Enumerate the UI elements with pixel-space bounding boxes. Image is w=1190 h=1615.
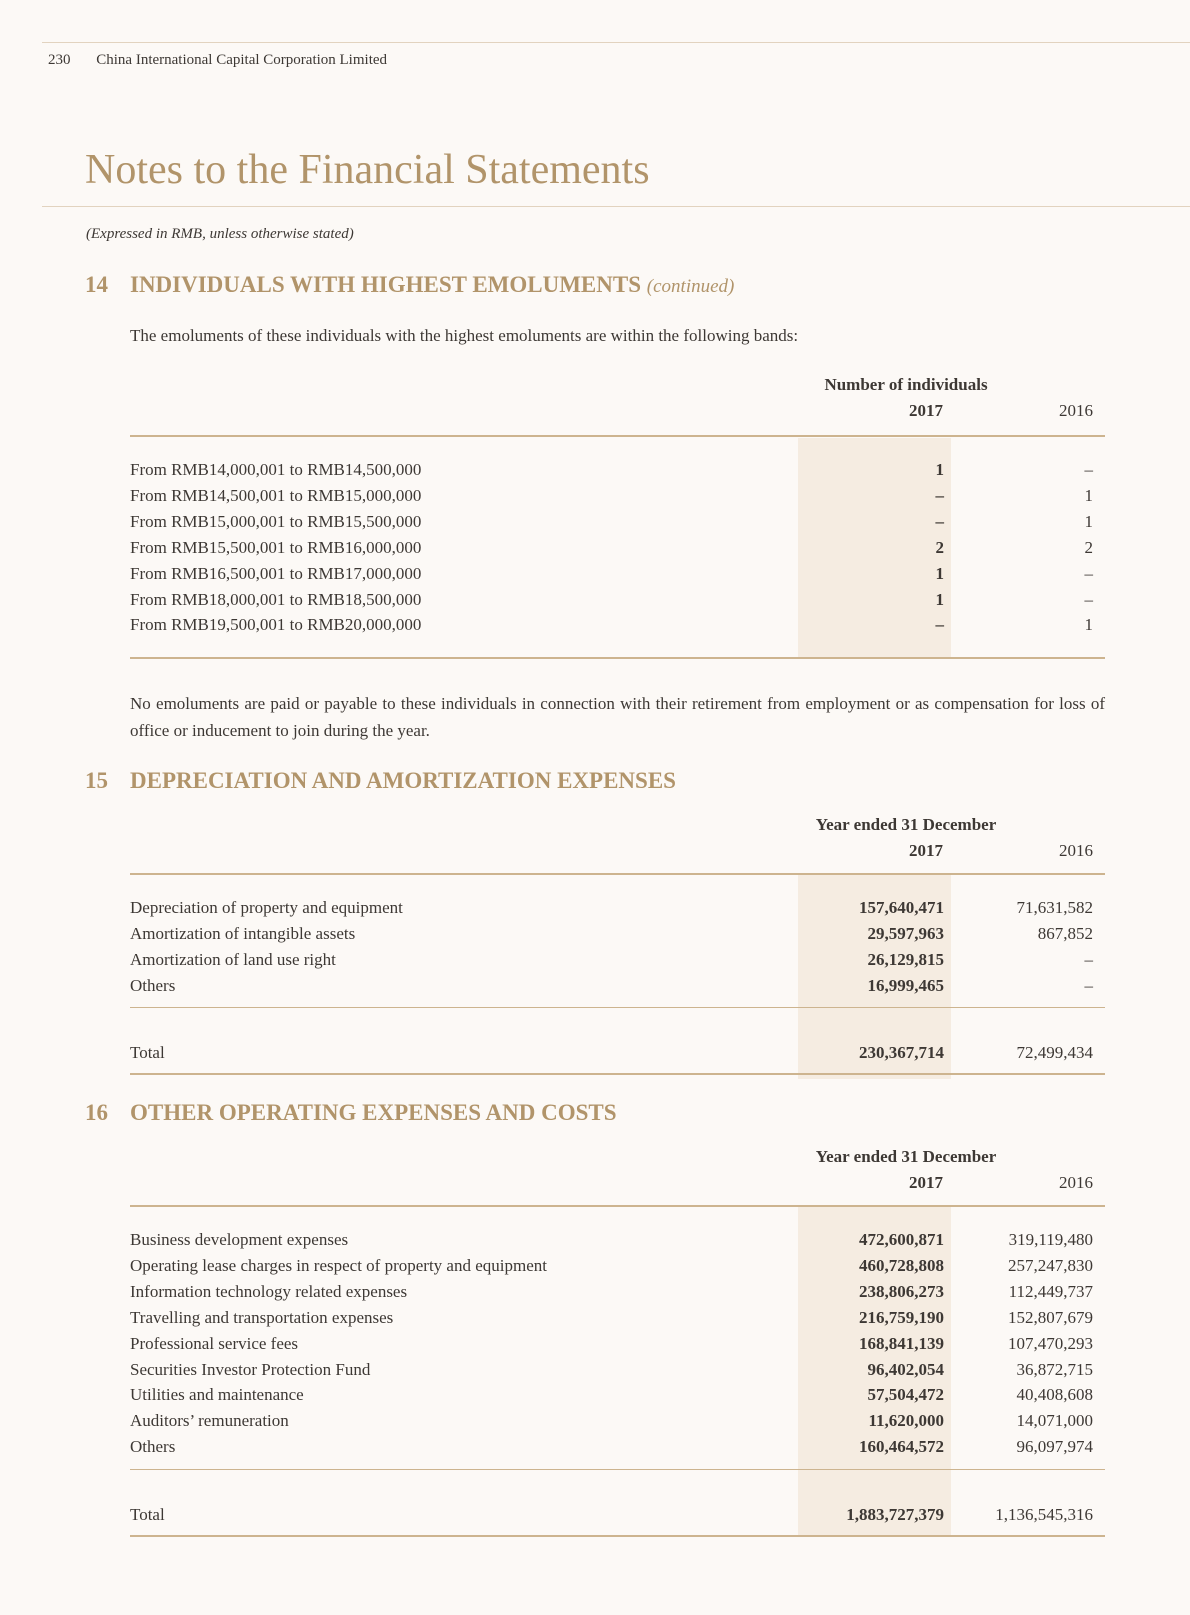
value-2017: 57,504,472: [867, 1385, 944, 1405]
row-label: Utilities and maintenance: [130, 1385, 304, 1405]
value-2017: 1,883,727,379: [846, 1505, 944, 1524]
value-2017: 1: [935, 460, 944, 479]
row-label: Others: [130, 975, 176, 995]
column-group-header: Year ended 31 December: [815, 1147, 997, 1166]
value-2017: –: [935, 485, 944, 505]
row-label: Depreciation of property and equipment: [130, 898, 403, 917]
row-label: From RMB15,000,001 to RMB15,500,000: [130, 511, 422, 531]
header-rule: [130, 873, 1105, 875]
depreciation-table: [130, 815, 1105, 1080]
row-label: Information technology related expenses: [130, 1281, 408, 1301]
section-title: OTHER OPERATING EXPENSES AND COSTS: [130, 1100, 617, 1125]
value-2017: 16,999,465: [867, 975, 944, 995]
section-15-heading: [85, 768, 676, 794]
value-2017: 1: [935, 563, 944, 583]
value-2017: 11,620,000: [868, 1411, 944, 1431]
value-2016: 96,097,974: [1016, 1437, 1093, 1457]
row-label: Securities Investor Protection Fund: [130, 1359, 371, 1379]
value-2016: 1: [1084, 485, 1093, 505]
value-2016: 1,136,545,316: [995, 1505, 1093, 1524]
table-row: [130, 1408, 1105, 1434]
value-2017: 160,464,572: [859, 1437, 944, 1457]
section-number: 16: [85, 1100, 108, 1125]
value-2017: 230,367,714: [859, 1043, 944, 1062]
table-row: [130, 457, 1105, 483]
page-number: 230: [48, 52, 71, 68]
section-number: 14: [85, 272, 108, 297]
value-2016: 71,631,582: [1016, 898, 1093, 917]
row-label: Operating lease charges in respect of property and equipment: [130, 1255, 547, 1275]
table-row: [130, 1279, 1105, 1305]
section-14-footnote: No emoluments are paid or payable to these individuals in connection with their retirement from employment or as compensation for loss of office or inducement to join during the year.: [130, 694, 1105, 740]
table-row: [130, 509, 1105, 535]
value-2016: –: [1084, 563, 1093, 583]
value-2016: –: [1084, 949, 1093, 969]
row-label: From RMB16,500,001 to RMB17,000,000: [130, 563, 422, 583]
row-label: Amortization of land use right: [130, 949, 336, 969]
bottom-rule: [130, 657, 1105, 659]
subtotal-rule: [130, 1007, 1105, 1008]
value-2016: 40,408,608: [1016, 1385, 1093, 1405]
year-2017-header: 2017: [909, 401, 943, 420]
year-2017-header: 2017: [909, 1173, 943, 1192]
row-label: Total: [130, 1505, 165, 1524]
value-2017: 472,600,871: [859, 1230, 944, 1249]
bottom-rule: [130, 1073, 1105, 1075]
total-row: [130, 1502, 1105, 1528]
table-row: [130, 1305, 1105, 1331]
row-label: Business development expenses: [130, 1230, 349, 1249]
section-title: DEPRECIATION AND AMORTIZATION EXPENSES: [130, 768, 676, 793]
section-14-intro: The emoluments of these individuals with the highest emoluments are within the following bands:: [130, 326, 799, 345]
section-number: 15: [85, 768, 108, 793]
continued-label: (continued): [646, 276, 735, 297]
table-row: [130, 587, 1105, 613]
section-14-heading: [85, 272, 734, 298]
value-2017: 238,806,273: [859, 1281, 944, 1301]
running-header: [48, 52, 387, 69]
row-label: Total: [130, 1043, 165, 1062]
column-group-header: Number of individuals: [824, 375, 988, 394]
row-label: Amortization of intangible assets: [130, 923, 356, 943]
year-2016-header: 2016: [1059, 1173, 1093, 1192]
emoluments-table: [130, 375, 1105, 660]
title-rule: [42, 206, 1190, 207]
row-label: From RMB18,000,001 to RMB18,500,000: [130, 589, 422, 609]
table-row: [130, 612, 1105, 638]
section-16-heading: [85, 1100, 617, 1126]
value-2017: 168,841,139: [859, 1333, 944, 1353]
page-title: Notes to the Financial Statements: [85, 147, 650, 193]
header-rule: [130, 435, 1105, 437]
value-2016: –: [1084, 975, 1093, 995]
table-row: [130, 561, 1105, 587]
table-row: [130, 1331, 1105, 1357]
table-row: [130, 921, 1105, 947]
value-2017: –: [935, 615, 944, 635]
table-row: [130, 895, 1105, 921]
value-2017: 29,597,963: [867, 923, 944, 943]
table-row: [130, 535, 1105, 561]
row-label: From RMB14,000,001 to RMB14,500,000: [130, 460, 422, 479]
total-row: [130, 1040, 1105, 1066]
value-2017: 1: [935, 589, 944, 609]
value-2016: –: [1084, 589, 1093, 609]
year-2017-header: 2017: [909, 841, 943, 860]
value-2016: –: [1084, 460, 1093, 479]
value-2017: 460,728,808: [859, 1255, 944, 1275]
value-2016: 107,470,293: [1008, 1333, 1093, 1353]
table-row: [130, 1253, 1105, 1279]
row-label: From RMB15,500,001 to RMB16,000,000: [130, 537, 422, 557]
row-label: Others: [130, 1437, 176, 1457]
row-label: From RMB14,500,001 to RMB15,000,000: [130, 485, 422, 505]
value-2017: 216,759,190: [859, 1307, 944, 1327]
company-name: China International Capital Corporation Limited: [96, 52, 388, 68]
row-label: Travelling and transportation expenses: [130, 1307, 394, 1327]
currency-note: (Expressed in RMB, unless otherwise stated): [86, 226, 354, 242]
value-2016: 36,872,715: [1016, 1359, 1093, 1379]
value-2016: 257,247,830: [1008, 1255, 1093, 1275]
value-2016: 14,071,000: [1016, 1411, 1093, 1431]
table-row: [130, 947, 1105, 973]
value-2017: 26,129,815: [867, 949, 944, 969]
value-2016: 867,852: [1037, 923, 1093, 943]
value-2017: 96,402,054: [867, 1359, 944, 1379]
value-2016: 2: [1084, 537, 1093, 557]
section-title: INDIVIDUALS WITH HIGHEST EMOLUMENTS: [130, 272, 642, 297]
value-2017: 2: [935, 537, 944, 557]
year-2016-header: 2016: [1059, 401, 1093, 420]
value-2016: 152,807,679: [1008, 1307, 1093, 1327]
header-rule: [130, 1205, 1105, 1207]
value-2017: –: [935, 511, 944, 531]
table-row: [130, 1434, 1105, 1460]
year-2016-header: 2016: [1059, 841, 1093, 860]
row-label: From RMB19,500,001 to RMB20,000,000: [130, 615, 422, 635]
column-group-header: Year ended 31 December: [815, 815, 997, 834]
value-2016: 1: [1084, 615, 1093, 635]
table-row: [130, 973, 1105, 999]
row-label: Professional service fees: [130, 1333, 299, 1353]
table-row: [130, 1382, 1105, 1408]
bottom-rule: [130, 1535, 1105, 1537]
row-label: Auditors’ remuneration: [130, 1411, 289, 1431]
table-row: [130, 483, 1105, 509]
table-row: [130, 1357, 1105, 1383]
table-row: [130, 1227, 1105, 1253]
value-2016: 72,499,434: [1016, 1043, 1093, 1062]
value-2016: 112,449,737: [1008, 1281, 1093, 1301]
subtotal-rule: [130, 1469, 1105, 1470]
value-2017: 157,640,471: [859, 898, 944, 917]
value-2016: 319,119,480: [1008, 1230, 1093, 1249]
operating-expenses-table: [130, 1147, 1105, 1537]
top-rule: [42, 42, 1190, 43]
value-2016: 1: [1084, 511, 1093, 531]
